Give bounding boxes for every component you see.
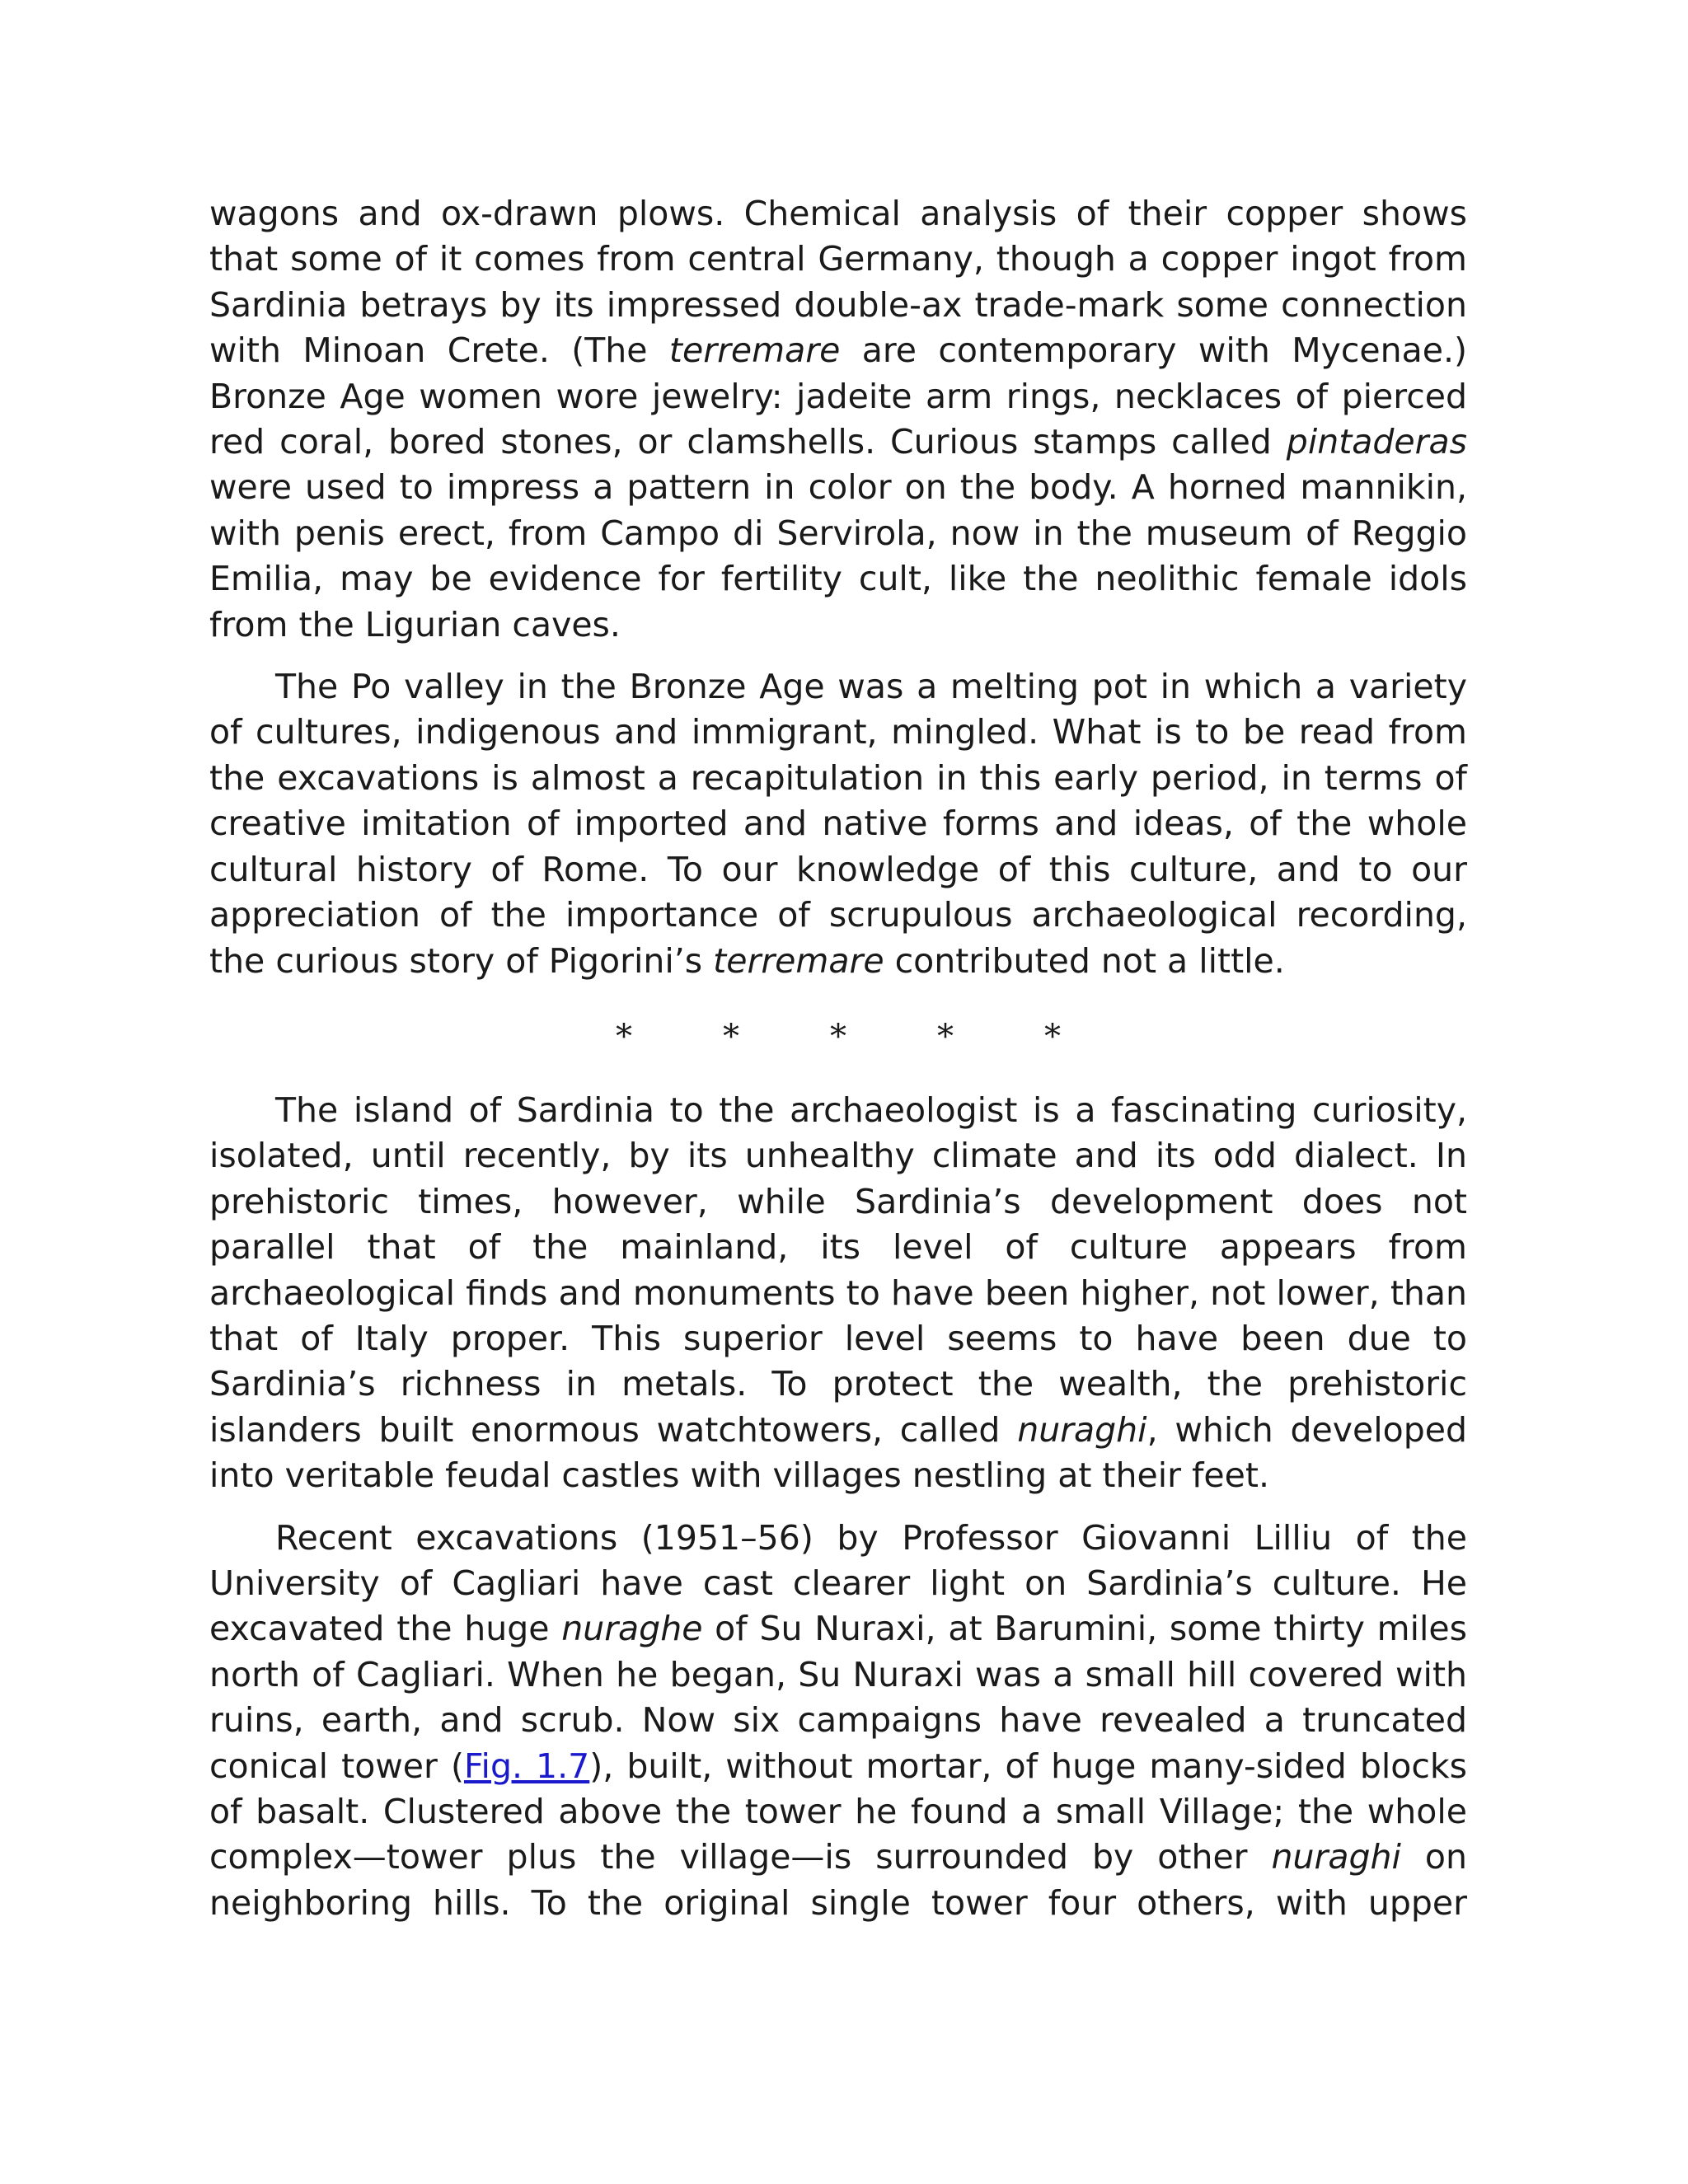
italic-term: terremare	[713, 940, 884, 981]
text-run: on neighboring hills. To the original single tower four others, with upper	[209, 1837, 1467, 1923]
text-run: are contemporary with Mycenae.) Bronze Age women wore jewelry: jadeite arm rings, necklaces of pierced red coral, bored stones, or clamshells. Curious stamps called	[209, 330, 1467, 462]
text-run: of Su Nuraxi, at Barumini, some thirty miles north of Cagliari. When he began, Su Nuraxi was a small hill covered with ruins, earth, and scrub. Now six campaigns have revealed a truncated conical tower (	[209, 1609, 1467, 1786]
text-run: The island of Sardinia to the archaeologist is a fascinating curiosity, isolated, until recently, by its unhealthy climate and its odd dialect. In prehistoric times, however, while Sardinia’s development does not parallel that of the mainland, its level of culture appears from archaeological finds and monuments to have been higher, not lower, than that of Italy proper. This superior level seems to have been due to Sardinia’s richness in metals. To protect the wealth, the prehistoric islanders built enormous watchtowers, called	[209, 1090, 1467, 1450]
separator-star: *	[937, 1017, 954, 1056]
document-page	[209, 191, 1467, 1926]
text-run: contributed not a little.	[884, 940, 1285, 981]
italic-term: pintaderas	[1286, 422, 1467, 462]
section-separator	[209, 1014, 1467, 1060]
paragraph-1	[209, 191, 1467, 648]
separator-star: *	[1044, 1017, 1061, 1056]
separator-star: *	[616, 1017, 632, 1056]
text-run: The Po valley in the Bronze Age was a melting pot in which a variety of cultures, indigenous and immigrant, mingled. What is to be read from the excavations is almost a recapitulation in this early period, in terms of creative imitation of imported and native forms and ideas, of the whole cultural history of Rome. To our knowledge of this culture, and to our appreciation of the importance of scrupulous archaeological recording, the curious story of Pigorini’s	[209, 667, 1467, 981]
text-run: wagons and ox-drawn plows. Chemical analysis of their copper shows that some of it comes from central Germany, though a copper ingot from Sardinia betrays by its impressed double-ax trade-mark some connection with Minoan Crete. (The	[209, 194, 1467, 371]
italic-term: nuraghi	[1017, 1409, 1147, 1450]
italic-term: nuraghe	[561, 1609, 703, 1649]
separator-star: *	[723, 1017, 739, 1056]
paragraph-3	[209, 1088, 1467, 1499]
separator-star: *	[830, 1017, 846, 1056]
text-run: ), built, without mortar, of huge many-sided blocks of basalt. Clustered above the tower he found a small Village; the whole complex—tower plus the village—is surrounded by other	[209, 1746, 1467, 1877]
italic-term: terremare	[668, 330, 841, 371]
text-run: Recent excavations (1951–56) by Professor Giovanni Lilliu of the University of Cagliari have cast clearer light on Sardinia’s culture. He excavated the huge	[209, 1517, 1467, 1649]
text-run: were used to impress a pattern in color on the body. A horned mannikin, with penis erect, from Campo di Servirola, now in the museum of Reggio Emilia, may be evidence for fertility cult, like the neolithic female idols from the Ligurian caves.	[209, 467, 1467, 644]
figure-link[interactable]: Fig. 1.7	[463, 1746, 590, 1786]
paragraph-4	[209, 1516, 1467, 1927]
paragraph-2	[209, 664, 1467, 984]
italic-term: nuraghi	[1271, 1837, 1401, 1877]
text-run: , which developed into veritable feudal castles with villages nestling at their feet.	[209, 1409, 1467, 1496]
